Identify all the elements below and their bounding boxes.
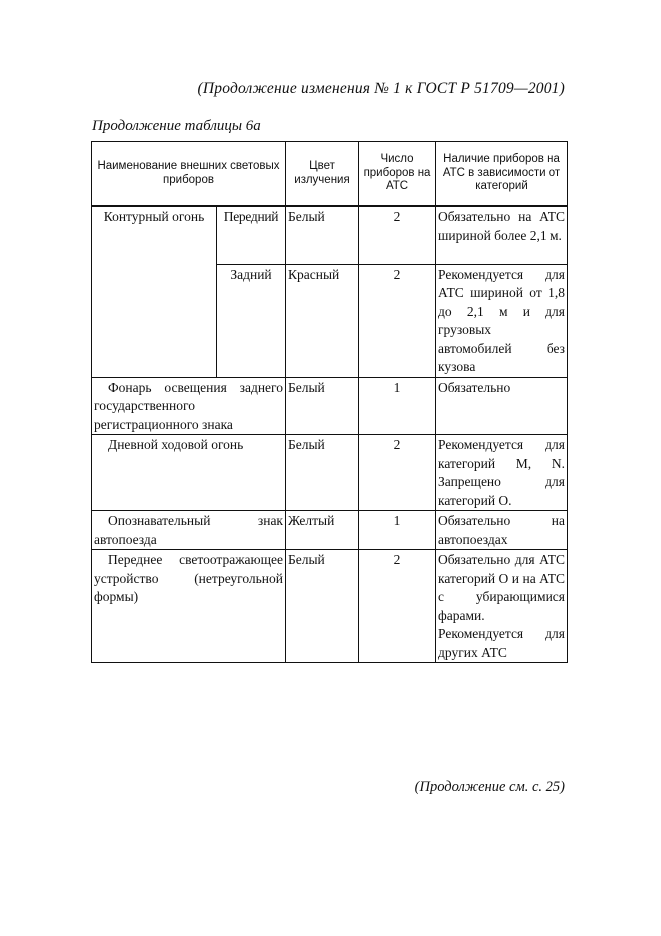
device-name-cell: Фонарь освещения заднего государственного регистрационного знака <box>92 377 286 435</box>
continuation-note: (Продолжение см. с. 25) <box>414 779 565 795</box>
presence-cell: Обязательно на АТС шириной более 2,1 м. <box>436 206 568 264</box>
table-row <box>92 206 568 264</box>
color-cell: Красный <box>286 264 359 377</box>
count-cell: 1 <box>359 511 436 550</box>
count-cell: 2 <box>359 550 436 663</box>
table-row <box>92 511 568 550</box>
presence-cell: Обязательно <box>436 377 568 435</box>
color-cell: Белый <box>286 550 359 663</box>
column-header-color: Цвет излучения <box>286 142 359 207</box>
table-row <box>92 377 568 435</box>
column-header-presence: Наличие приборов на АТС в зависимости от категорий <box>436 142 568 207</box>
table-header-row <box>92 142 568 207</box>
count-cell: 2 <box>359 264 436 377</box>
color-cell: Белый <box>286 206 359 264</box>
device-name-cell: Опознавательный знак автопоезда <box>92 511 286 550</box>
color-cell: Белый <box>286 377 359 435</box>
device-name-cell: Переднее светоотражающее устройство (нетреугольной формы) <box>92 550 286 663</box>
presence-cell: Рекомендуется для АТС шириной от 1,8 до 2,1 м и для грузовых автомобилей без кузова <box>436 264 568 377</box>
device-subtype-cell: Передний <box>217 206 286 264</box>
presence-cell: Обязательно на автопоездах <box>436 511 568 550</box>
device-name-cell: Контурный огонь <box>92 206 217 377</box>
presence-cell: Обязательно для АТС категорий O и на АТС с убирающимися фарами. Рекомендуется для других АТС <box>436 550 568 663</box>
count-cell: 1 <box>359 377 436 435</box>
column-header-count: Число приборов на АТС <box>359 142 436 207</box>
count-cell: 2 <box>359 206 436 264</box>
color-cell: Желтый <box>286 511 359 550</box>
lighting-devices-table <box>91 141 568 663</box>
table-row <box>92 435 568 511</box>
count-cell: 2 <box>359 435 436 511</box>
table-row <box>92 550 568 663</box>
table-caption: Продолжение таблицы 6а <box>92 118 261 134</box>
document-header: (Продолжение изменения № 1 к ГОСТ Р 51709—2001) <box>197 80 565 97</box>
presence-cell: Рекомендуется для категорий M, N. Запрещено для категорий O. <box>436 435 568 511</box>
device-subtype-cell: Задний <box>217 264 286 377</box>
device-name-cell: Дневной ходовой огонь <box>92 435 286 511</box>
column-header-name: Наименование внешних световых приборов <box>92 142 286 207</box>
color-cell: Белый <box>286 435 359 511</box>
